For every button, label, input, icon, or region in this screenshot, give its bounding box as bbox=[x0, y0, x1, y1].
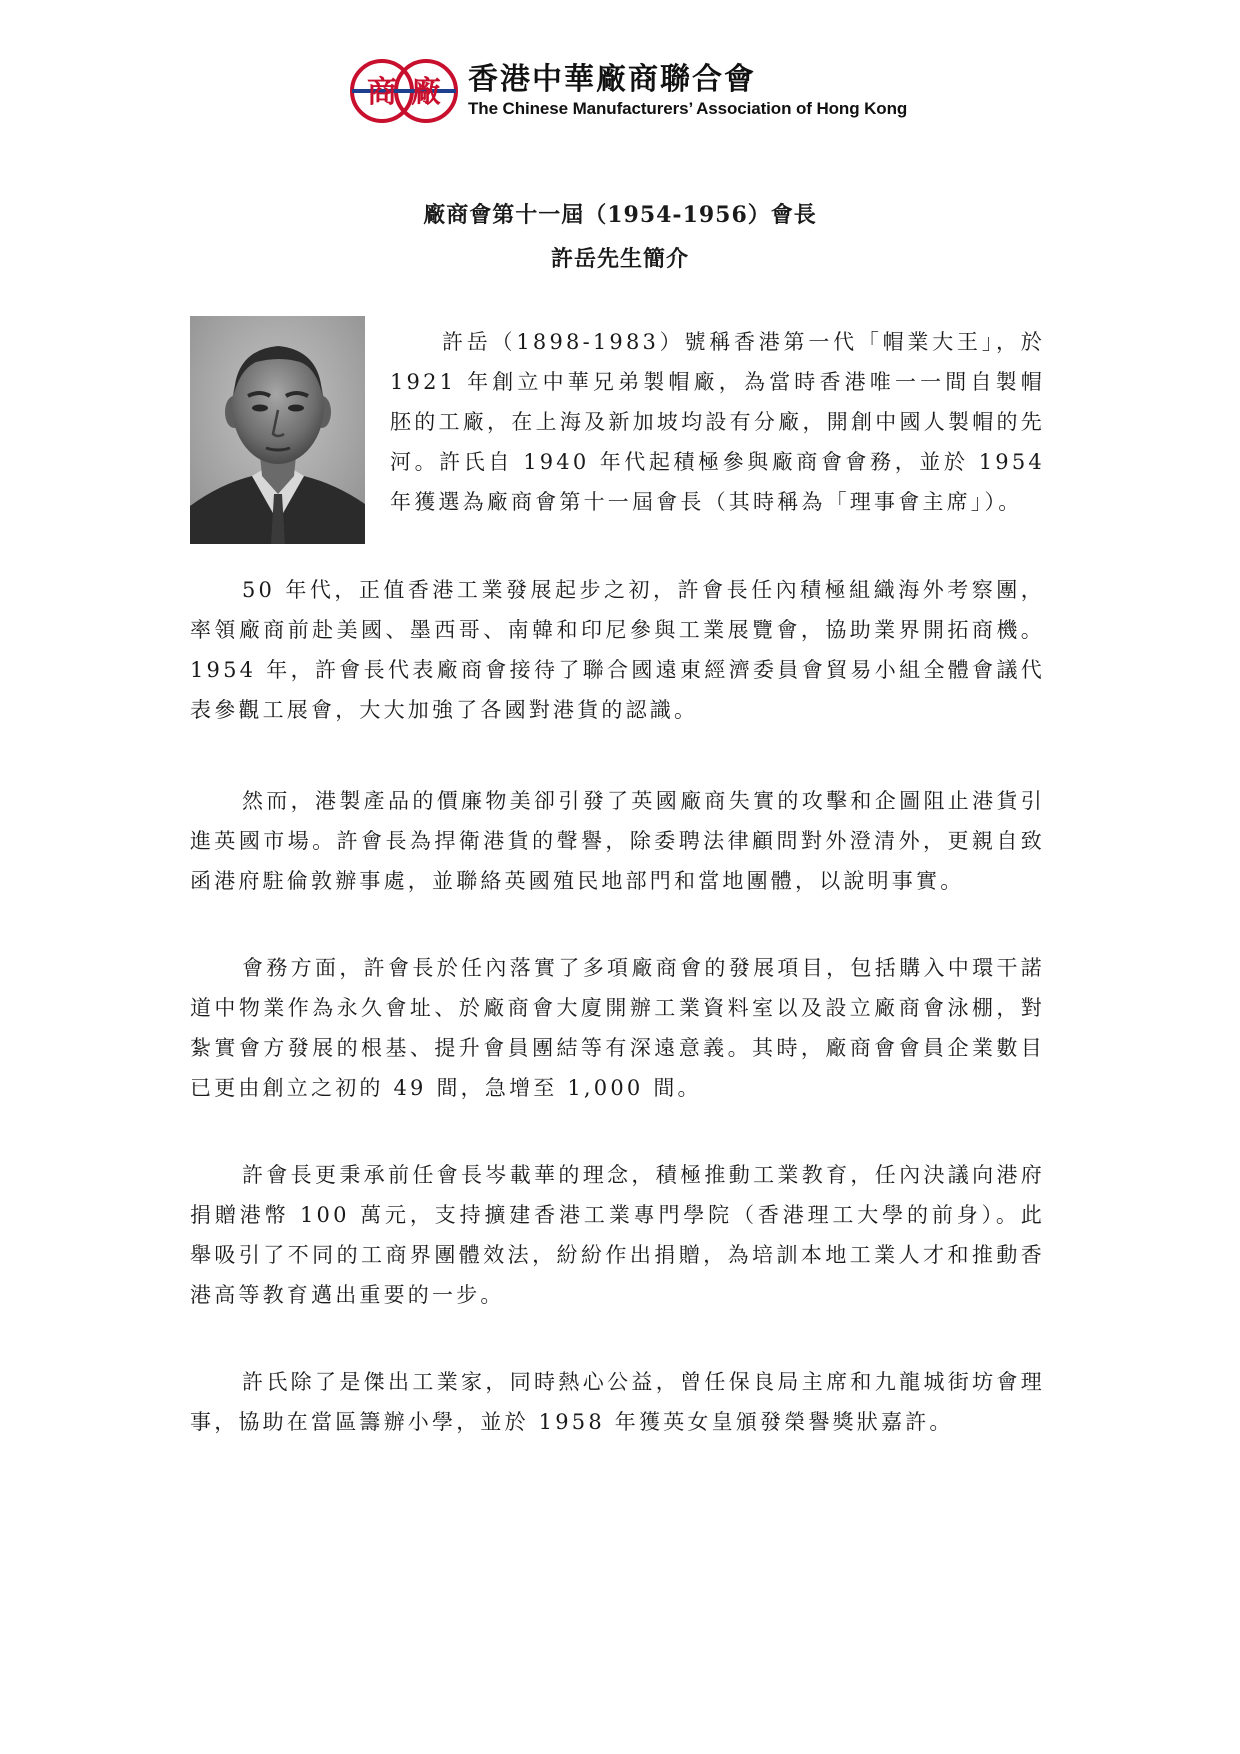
portrait-image bbox=[190, 316, 365, 544]
cma-logo bbox=[348, 58, 460, 124]
logo-char-chang: 廠 bbox=[411, 75, 441, 110]
portrait-photo bbox=[190, 316, 365, 544]
org-name-chinese: 香港中華廠商聯合會 bbox=[468, 62, 756, 97]
paragraph-uk-defense: 然而，港製產品的價廉物美卻引發了英國廠商失實的攻擊和企圖阻止港貨引進英國市場。許會長為捍衛港貨的聲譽，除委聘法律顧問對外澄清外，更親自致函港府駐倫敦辦事處，並聯絡英國殖民地部門和當地團體，以說明事實。 bbox=[190, 789, 1045, 893]
paragraph-public-service: 許氏除了是傑出工業家，同時熱心公益，曾任保良局主席和九龍城街坊會理事，協助在當區籌辦小學，並於 1958 年獲英女皇頒發榮譽獎狀嘉許。 bbox=[190, 1370, 1045, 1434]
document-title: 廠商會第十一屆（1954-1956）會長 bbox=[423, 202, 817, 228]
letterhead bbox=[348, 56, 907, 126]
paragraph-overseas-missions: 50 年代，正值香港工業發展起步之初，許會長任內積極組織海外考察團，率領廠商前赴美國、墨西哥、南韓和印尼參與工業展覽會，協助業界開拓商機。1954 年，許會長代表廠商會接待了聯合國遠東經濟委員會貿易小組全體會議代表參觀工展會，大大加強了各國對港貨的認識。 bbox=[190, 578, 1045, 722]
document-subtitle: 許岳先生簡介 bbox=[550, 246, 689, 272]
paragraph-industrial-education: 許會長更秉承前任會長岑載華的理念，積極推動工業教育，任內決議向港府捐贈港幣 100 萬元，支持擴建香港工業專門學院（香港理工大學的前身）。此舉吸引了不同的工商界團體效法，紛紛作出捐贈，為培訓本地工業人才和推動香港高等教育邁出重要的一步。 bbox=[190, 1163, 1045, 1307]
org-name-english: The Chinese Manufacturers’ Association of Hong Kong bbox=[468, 99, 908, 118]
paragraph-association-affairs: 會務方面，許會長於任內落實了多項廠商會的發展項目，包括購入中環干諾道中物業作為永久會址、於廠商會大廈開辦工業資料室以及設立廠商會泳棚，對紮實會方發展的根基、提升會員團結等有深遠意義。其時，廠商會會員企業數目已更由創立之初的 49 間，急增至 1,000 間。 bbox=[190, 956, 1045, 1100]
logo-char-shang: 商 bbox=[367, 75, 397, 110]
organization-names bbox=[468, 62, 907, 120]
intro-paragraph: 許岳（1898-1983）號稱香港第一代「帽業大王」，於 1921 年創立中華兄弟製帽廠，為當時香港唯一一間自製帽胚的工廠，在上海及新加坡均設有分廠，開創中國人製帽的先河。許氏自 1940 年代起積極參與廠商會會務，並於 1954 年獲選為廠商會第十一屆會長（其時稱為「理事會主席」）。 bbox=[390, 330, 1045, 514]
